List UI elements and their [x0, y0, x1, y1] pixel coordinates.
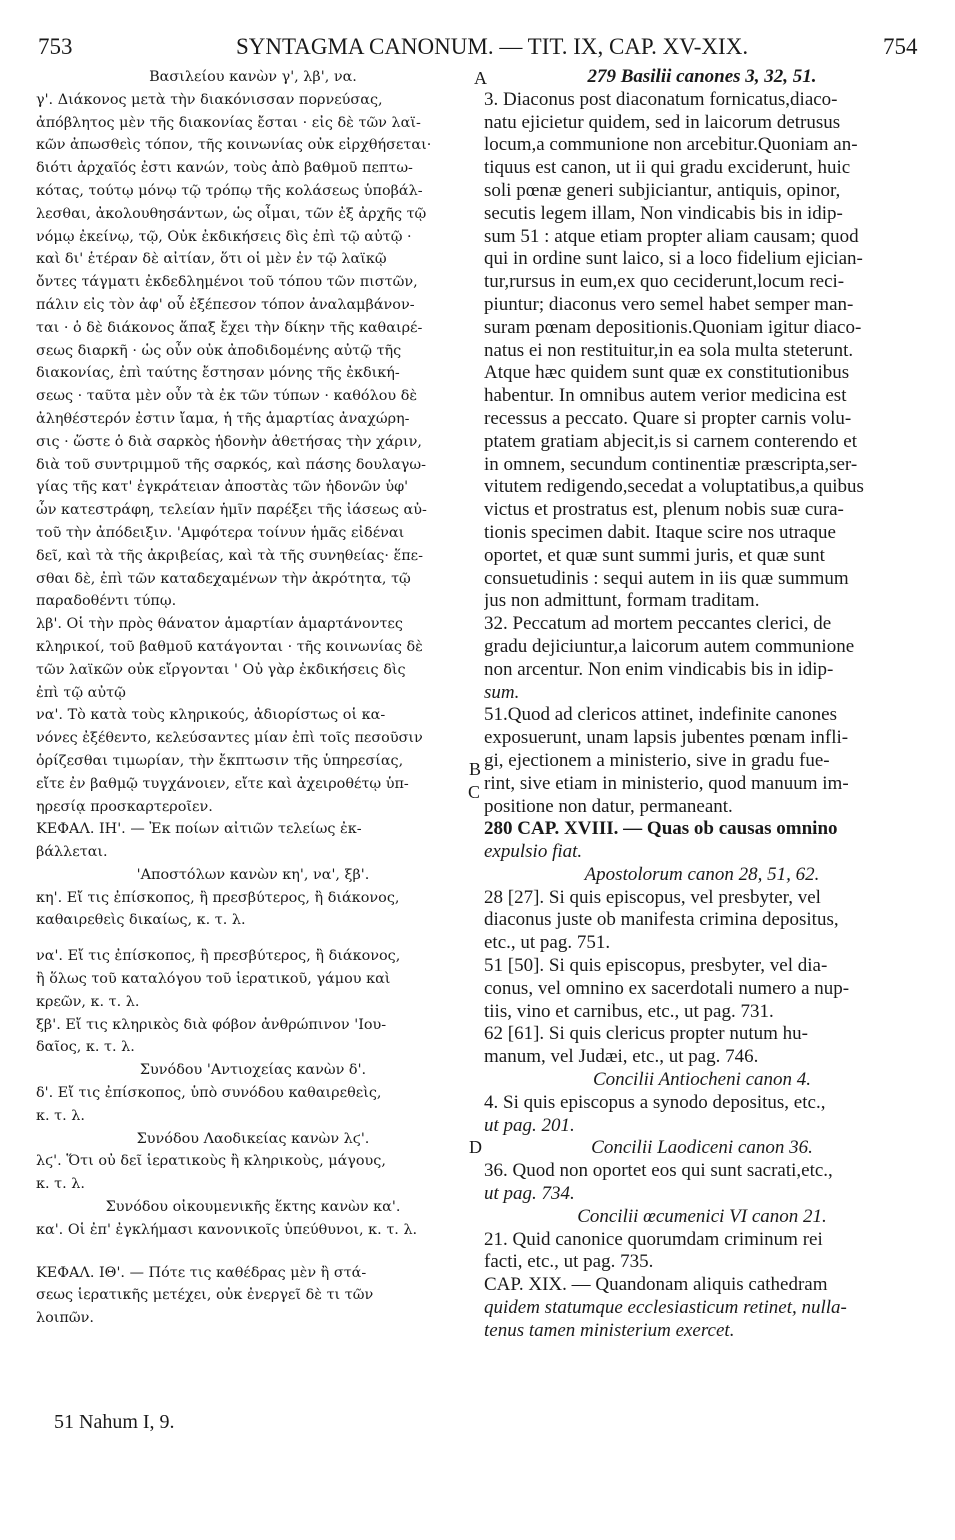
- latin-line: diaconus juste ob manifesta crimina depositus,: [484, 909, 839, 931]
- latin-line: positione non datur, permaneant.: [484, 795, 733, 817]
- latin-chapter-heading: quidem statumque ecclesiasticum retinet, nulla-: [484, 1297, 847, 1319]
- greek-subheading: 'Αποστόλων κανὼν κη', να', ξβ'.: [136, 866, 370, 883]
- greek-heading: Βασιλείου κανὼν γ', λβ', να.: [149, 69, 357, 85]
- latin-line: jus non admittunt, formam traditam.: [484, 590, 760, 612]
- latin-line: 4. Si quis episcopus a synodo depositus, etc.,: [484, 1091, 826, 1113]
- greek-line: ἀπόβλητος μὲν τῆς διακονίας ἔσται · εἰς δὲ τῶν λαϊ-: [36, 114, 421, 131]
- latin-line: natus ei non restituitur,in ea sola multa steterunt.: [484, 339, 854, 361]
- latin-line: 62 [61]. Si quis clericus propter nutum hu-: [484, 1023, 809, 1045]
- greek-line: λβ'. Οἱ τὴν πρὸς θάνατον ἁμαρτίαν ἁμαρτάνοντες: [36, 616, 403, 633]
- latin-line: rint, sive etiam in ministerio, quod manuum im-: [484, 772, 849, 794]
- greek-line: νόμῳ ἐκείνῳ, τῷ, Οὐκ ἐκδικήσεις δὶς ἐπὶ τῷ αὐτῷ ·: [36, 228, 412, 245]
- running-title: SYNTAGMA CANONUM. — TIT. IX, CAP. XV-XIX.: [236, 34, 749, 59]
- latin-line: 51.Quod ad clericos attinet, indefinite canones: [484, 704, 837, 726]
- margin-marker-c: C: [468, 782, 481, 802]
- latin-line: exposuerunt, unam lapsis jubentes pœnam infli-: [484, 727, 849, 749]
- running-header: [0, 34, 955, 64]
- latin-chapter-heading: tenus tamen ministerium exercet.: [484, 1319, 735, 1341]
- latin-line: 3. Diaconus post diaconatum fornicatus,diaco-: [484, 88, 838, 110]
- margin-marker-a: A: [474, 68, 487, 88]
- greek-line: διότι ἀρχαῖός ἐστι κανών, τοὺς ἀπὸ βαθμοῦ πεπτω-: [36, 160, 413, 177]
- latin-line: facti, etc., ut pag. 735.: [484, 1251, 654, 1273]
- greek-line: ξβ'. Εἴ τις κληρικὸς διὰ φόβον ἀνθρώπινον 'Ιου-: [36, 1016, 387, 1033]
- latin-line: natu ejicietur quidem, sed in laicorum detrusus: [484, 111, 841, 133]
- greek-chapter-heading: σεως ἱερατικῆς μετέχει, οὐκ ἐνεργεῖ δὲ τι τῶν: [36, 1287, 374, 1304]
- greek-line: τοῦ τὴν ἀπόδειξιν. 'Αμφότερα τοίνυν ἡμᾶς εἰδέναι: [36, 524, 405, 541]
- latin-line: victus et prostratus est, plenum nobis suæ cura-: [484, 499, 844, 521]
- latin-chapter-heading: expulsio fiat.: [484, 841, 583, 863]
- latin-line: manum, vel Judæi, etc., ut pag. 746.: [484, 1046, 759, 1068]
- latin-line: qui in ordine sunt laico, si a loco fidelium ejician-: [484, 248, 863, 270]
- greek-line: κα'. Οἱ ἐπ' ἐγκλήμασι κανονικοῖς ὑπεύθυνοι, κ. τ. λ.: [36, 1221, 418, 1238]
- greek-line: ται · ὁ δὲ διάκονος ἅπαξ ἔχει τὴν δίκην τῆς καθαιρέ-: [36, 319, 423, 336]
- greek-line: δεῖ, καὶ τὰ τῆς ἀκριβείας, καὶ τὰ τῆς συνηθείας· ἕπε-: [36, 547, 423, 564]
- latin-line: vitutem redigendo,secedat a voluptatibus,a quibus: [484, 476, 864, 498]
- greek-line: παραδοθέντι τύπῳ.: [36, 593, 177, 610]
- greek-line: κρεῶν, κ. τ. λ.: [36, 993, 140, 1010]
- greek-line: ἐπὶ τῷ αὐτῷ: [36, 684, 126, 701]
- latin-line: in omnem, secundum continentiæ præscripta,ser-: [484, 453, 858, 475]
- greek-line: γ'. Διάκονος μετὰ τὴν διακόνισσαν πορνεύσας,: [36, 91, 383, 108]
- greek-line: ηρεσίᾳ προσκαρτεροῖεν.: [36, 798, 213, 815]
- latin-line: locum,a communione non arcebitur.Quoniam an-: [484, 134, 858, 156]
- latin-line: 51 [50]. Si quis episcopus, presbyter, vel dia-: [484, 955, 828, 977]
- greek-line: ἢ ὅλως τοῦ καταλόγου τοῦ ἱερατικοῦ, γάμου καὶ: [36, 971, 391, 988]
- greek-line: κ. τ. λ.: [36, 1176, 85, 1193]
- latin-line: secutis legem illam, Non vindicabis bis in idip-: [484, 202, 843, 224]
- greek-line: εἴτε ἐν βαθμῷ τυγχάνοιεν, εἴτε καὶ ἀχειροθέτῳ ὑπ-: [36, 775, 409, 792]
- spacer: [36, 1242, 470, 1262]
- greek-line: ὄντες τάγματι ἐκδεδλημένοι τοῦ τόπου τῶν πιστῶν,: [36, 274, 418, 291]
- greek-line: σις · ὥστε ὁ διὰ σαρκὸς ἡδονὴν ἀθετήσας τὴν χάριν,: [36, 433, 422, 450]
- latin-line: etc., ut pag. 751.: [484, 932, 611, 954]
- greek-line: να'. Εἴ τις ἐπίσκοπος, ἢ πρεσβύτερος, ἢ διάκονος,: [36, 948, 401, 965]
- greek-line: ὧν κατεστράφη, τελείαν ἡμῖν παρέξει τῆς ἰάσεως αὐ-: [36, 502, 427, 519]
- page-number-right: 754: [883, 34, 918, 59]
- page-number-left: 753: [38, 34, 73, 59]
- latin-line: oportet, et quæ sunt summi juris, et quæ sunt: [484, 544, 825, 566]
- latin-line: piuntur; diaconus vero semel habet semper man-: [484, 293, 854, 315]
- greek-chapter-heading: βάλλεται.: [36, 844, 108, 861]
- greek-line: κότας, τούτῳ μόνῳ τῷ τρόπῳ τῆς κολάσεως ὑποβάλ-: [36, 182, 423, 199]
- margin-marker-d: D: [469, 1137, 482, 1157]
- greek-line: ἀληθέστερόν ἐστιν ἴαμα, ἡ τῆς ἁμαρτίας ἀναχώρη-: [36, 410, 410, 427]
- latin-line: 36. Quod non oportet eos qui sunt sacrati,etc.,: [484, 1160, 833, 1182]
- latin-line: recessus a peccato. Quare si propter carnis volu-: [484, 407, 852, 429]
- latin-line: ptatem gratiam abjecit,is si carnem conterendo et: [484, 430, 857, 452]
- margin-marker-b: B: [469, 759, 482, 779]
- greek-chapter-heading: ΚΕΦΑΛ. ΙΗ'. — Ἐκ ποίων αἰτιῶν τελείως ἐκ-: [36, 821, 362, 838]
- greek-line: λεσθαι, ἀκολουθησάντων, ὡς οἶμαι, τῶν ἐξ ἀρχῆς τῷ: [36, 205, 427, 222]
- greek-line: πάλιν εἰς τὸν ἀφ' οὗ ἐξέπεσον τόπον ἀναλαμβάνον-: [36, 296, 415, 313]
- latin-line: gi, ejectionem a ministerio, sive in gradu fue-: [484, 749, 830, 771]
- latin-line: sum 51 : atque etiam propter aliam causam; quod: [484, 225, 859, 247]
- latin-line: sum.: [484, 681, 520, 703]
- greek-line: δ'. Εἴ τις ἐπίσκοπος, ὑπὸ συνόδου καθαιρεθεὶς,: [36, 1085, 382, 1102]
- greek-subheading: Συνόδου οἰκουμενικῆς ἕκτης κανὼν κα'.: [105, 1199, 401, 1216]
- latin-chapter-heading: CAP. XIX. — Quandonam aliquis cathedram: [484, 1274, 828, 1296]
- latin-chapter-heading: 280 CAP. XVIII. — Quas ob causas omnino: [484, 818, 838, 840]
- greek-line: δαῖος, κ. τ. λ.: [36, 1039, 135, 1056]
- latin-line: 32. Peccatum ad mortem peccantes clerici, de: [484, 613, 832, 635]
- greek-line: κληρικοί, τοῦ βαθμοῦ κατάγονται · τῆς κοινωνίας δὲ: [36, 638, 423, 655]
- greek-line: λϛ'. Ὅτι οὐ δεῖ ἱερατικοὺς ἢ κληρικοὺς, μάγους,: [36, 1153, 386, 1170]
- latin-line: 21. Quid canonice quorumdam criminum rei: [484, 1228, 823, 1250]
- latin-line: tur,rursus in eum,ex quo ceciderunt,locum reci-: [484, 271, 845, 293]
- latin-subheading: Apostolorum canon 28, 51, 62.: [584, 863, 820, 885]
- greek-line: σεως διαρκῆ · ὡς οὖν οὐκ ἀποδιδομένης αὐτῷ τῆς: [36, 342, 402, 359]
- latin-subheading: Concilii Laodiceni canon 36.: [591, 1137, 813, 1159]
- greek-line: να'. Τὸ κατὰ τοὺς κληρικούς, ἀδιορίστως οἱ κα-: [36, 707, 386, 724]
- greek-column: [36, 66, 470, 1330]
- latin-subheading: Concilii Antiocheni canon 4.: [592, 1069, 812, 1091]
- greek-line: καὶ δι' ἑτέραν δὲ αἰτίαν, ὅτι οἱ μὲν ἐν τῷ λαϊκῷ: [36, 251, 387, 268]
- greek-chapter-heading: λοιπῶν.: [36, 1310, 94, 1327]
- greek-line: τῶν λαϊκῶν οὐκ εἴργονται ' Οὐ γὰρ ἐκδικήσεις δὶς: [36, 661, 406, 678]
- greek-line: κ. τ. λ.: [36, 1107, 85, 1124]
- latin-line: 28 [27]. Si quis episcopus, vel presbyter, vel: [484, 886, 821, 908]
- latin-line: tiquus est canon, ut ii qui gradu exciderunt, huic: [484, 157, 851, 179]
- greek-subheading: Συνόδου 'Αντιοχείας κανὼν δ'.: [139, 1062, 367, 1079]
- greek-line: διακονίας, ἐπὶ ταύτης ἔστησαν μόνης τῆς ἐκδική-: [36, 365, 400, 382]
- latin-line: ut pag. 734.: [484, 1183, 575, 1205]
- greek-subheading: Συνόδου Λαοδικείας κανὼν λϛ'.: [136, 1130, 370, 1147]
- latin-line: Atque hæc quidem sunt quæ ex constitutionibus: [484, 362, 850, 384]
- spacer: [36, 932, 470, 945]
- greek-line: ὁρίζεσθαι τιμωρίαν, τὴν ἔκπτωσιν τῆς ὑπηρεσίας,: [36, 752, 404, 769]
- latin-line: consuetudinis : sequi autem in iis quæ summum: [484, 567, 849, 589]
- greek-line: γίας τῆς κατ' ἐγκράτειαν ἀποστὰς τῶν ἡδονῶν ὑφ': [36, 479, 409, 496]
- latin-line: tionis specimen dabit. Itaque scire nos utraque: [484, 521, 836, 543]
- latin-subheading: Concilii œcumenici VI canon 21.: [577, 1205, 827, 1227]
- greek-line: σθαι δὲ, ἐπὶ τῶν καταδεχαμένων τὴν ἀκρότητα, τῷ: [36, 570, 411, 587]
- latin-line: habentur. In omnibus autem verior medicina est: [484, 385, 847, 407]
- greek-line: κη'. Εἴ τις ἐπίσκοπος, ἢ πρεσβύτερος, ἢ διάκονος,: [36, 889, 400, 906]
- latin-line: conus, vel omnino ex sacerdotali numero a nup-: [484, 977, 850, 999]
- latin-line: tiis, vino et carnibus, etc., ut pag. 731.: [484, 1000, 774, 1022]
- latin-line: gradu dejiciuntur,a laicorum autem communione: [484, 635, 855, 657]
- greek-line: διὰ τοῦ συντριμμοῦ τῆς σαρκός, καὶ πάσης δουλαγω-: [36, 456, 427, 473]
- latin-line: ut pag. 201.: [484, 1114, 575, 1136]
- greek-chapter-heading: ΚΕΦΑΛ. ΙΘ'. — Πότε τις καθέδρας μὲν ἢ στά-: [36, 1264, 367, 1281]
- greek-line: κῶν ἀπωσθεὶς τόπον, τῆς κοινωνίας οὐκ εἰρχθήσεται·: [36, 137, 432, 154]
- greek-line: καθαιρεθεὶς δικαίως, κ. τ. λ.: [36, 912, 246, 929]
- footnote: 51 Nahum I, 9.: [54, 1411, 175, 1433]
- latin-heading: 279 Basilii canones 3, 32, 51.: [587, 66, 817, 87]
- greek-line: νόνες ἐξέθεντο, κελεύσαντες μίαν ἐπὶ τοῖς πεσοῦσιν: [36, 730, 423, 747]
- latin-line: suram pœnam depositionis.Quoniam igitur diaco-: [484, 316, 862, 338]
- greek-line: σεως · ταῦτα μὲν οὖν τὰ ἐκ τῶν τύπων · καθόλου δὲ: [36, 388, 418, 405]
- latin-line: non arcentur. Non enim vindicabis bis in idip-: [484, 658, 834, 680]
- latin-line: soli pœnæ generi subjiciantur, antiquis, opinor,: [484, 179, 841, 201]
- latin-column: [484, 66, 920, 1343]
